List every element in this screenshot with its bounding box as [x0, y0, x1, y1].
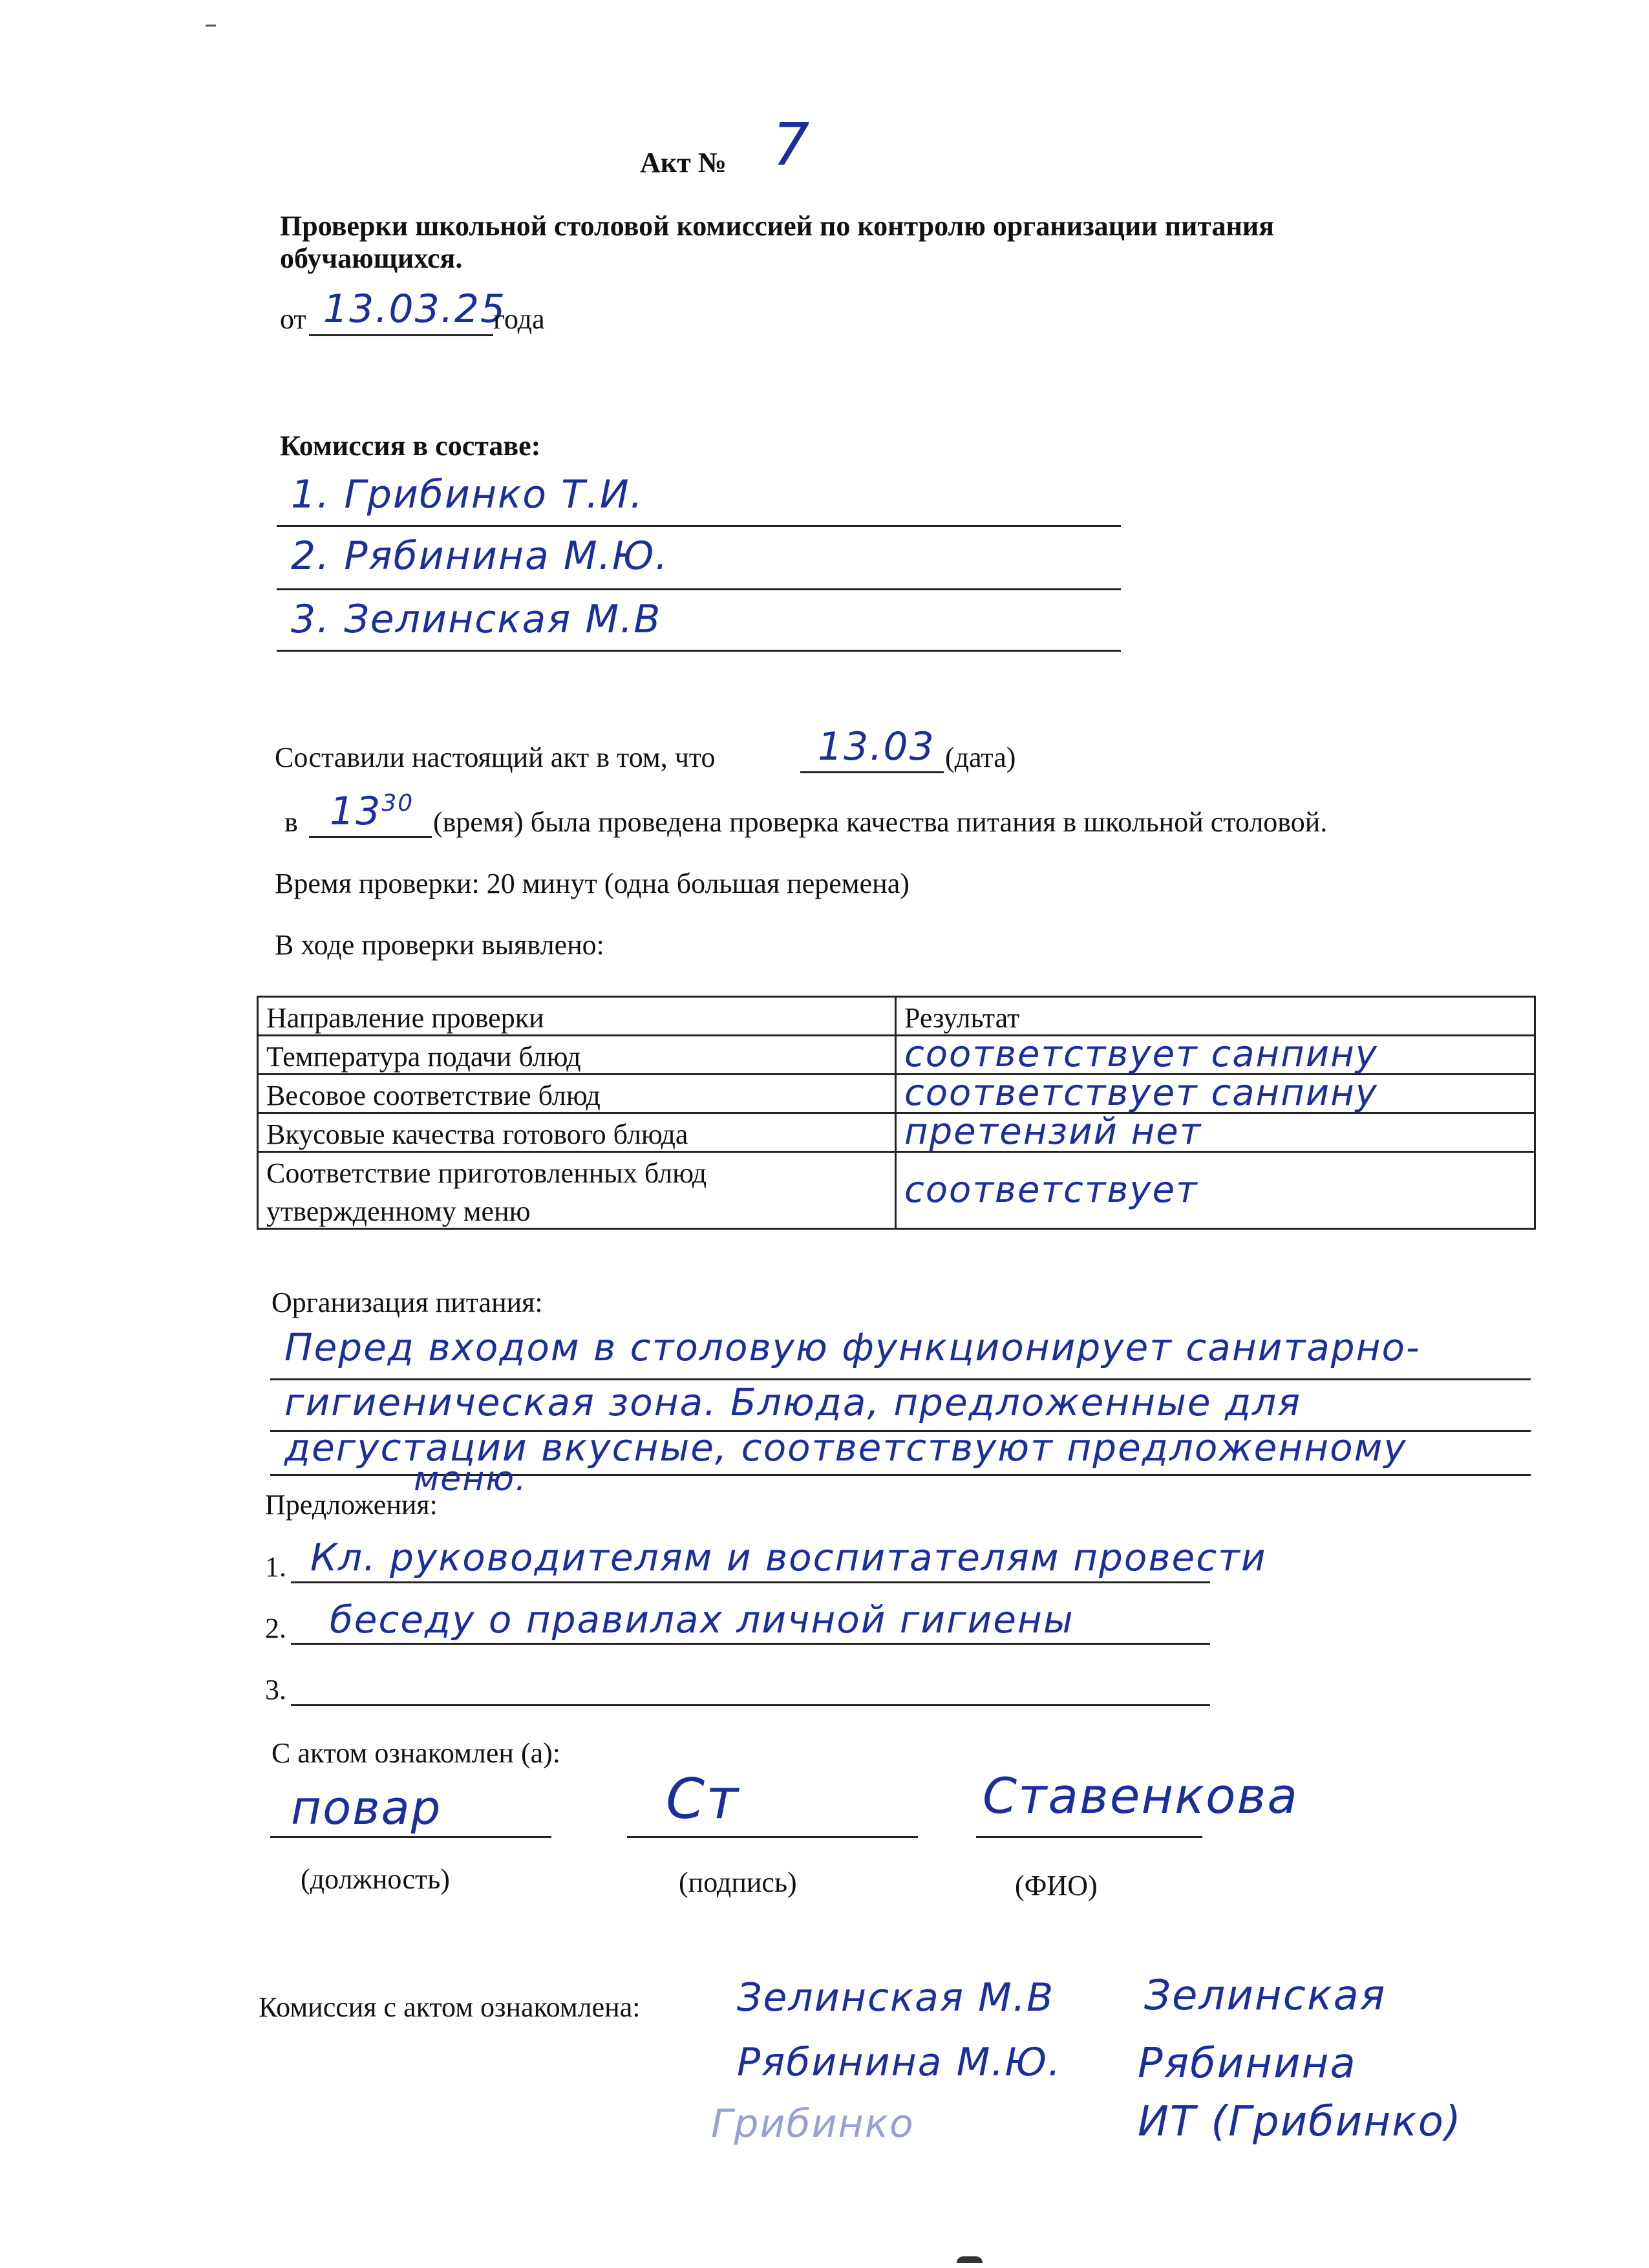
- organization-label: Организация питания:: [271, 1287, 543, 1318]
- statement-date-underline: [800, 771, 944, 773]
- table-result-text: соответствует санпину: [904, 1033, 1378, 1075]
- statement-time-hours: 13: [330, 789, 382, 834]
- statement-line1-prefix: Составили настоящий акт в том, что: [275, 742, 716, 773]
- commission-member-3: 3. Зелинская М.В: [291, 597, 662, 642]
- position-caption: (должность): [301, 1863, 450, 1895]
- table-cell-aspect-line1: Соответствие приготовленных блюд: [266, 1157, 707, 1189]
- inspection-duration: Время проверки: 20 минут (одна большая перемена): [275, 868, 910, 899]
- statement-time-underline: [309, 836, 432, 838]
- table-cell-aspect-line2: утвержденному меню: [266, 1195, 531, 1227]
- table-cell-result: [896, 1113, 1535, 1152]
- statement-date: 13.03: [818, 724, 935, 769]
- scan-edge-mark: [206, 25, 216, 27]
- date-value: 13.03.25: [323, 286, 507, 332]
- statement-line2-prefix: в: [284, 806, 298, 838]
- statement-time-minutes: 30: [381, 790, 414, 817]
- inspection-found-label: В ходе проверки выявлено:: [275, 929, 604, 961]
- proposal-number-1: 1.: [265, 1551, 286, 1583]
- table-cell-result: [896, 1072, 1535, 1114]
- title-line-1: Проверки школьной столовой комиссией по контролю организации питания: [280, 210, 1275, 242]
- organization-line-4: меню.: [414, 1460, 527, 1499]
- acquainted-label: С актом ознакомлен (а):: [271, 1737, 561, 1769]
- commission-label: Комиссия в составе:: [280, 430, 541, 462]
- organization-line-3: дегустации вкусные, соответствуют предложенному: [284, 1426, 1407, 1470]
- proposal-number-2: 2.: [265, 1612, 286, 1644]
- table-row: [258, 1036, 1535, 1075]
- commission-ack-signature-2: Рябинина: [1138, 2040, 1357, 2088]
- position-line: [270, 1836, 551, 1838]
- table-result-text: претензий нет: [904, 1111, 1202, 1153]
- act-label: Акт №: [640, 147, 727, 178]
- commission-line-1: [277, 525, 1121, 527]
- table-cell-result: [896, 1152, 1535, 1229]
- scan-page-mark: [957, 2256, 983, 2263]
- inspection-table: [257, 996, 1536, 1230]
- fio-value: Ставенкова: [983, 1767, 1299, 1824]
- table-cell-aspect: Весовое соответствие блюд: [258, 1075, 896, 1113]
- table-cell-result: [896, 1033, 1535, 1075]
- commission-ack-signature-3: ИТ (Грибинко): [1138, 2098, 1462, 2146]
- date-underline: [309, 334, 493, 336]
- commission-ack-signature-1: Зелинская: [1144, 1972, 1387, 2020]
- fio-caption: (ФИО): [1015, 1870, 1098, 1901]
- proposal-text-2: беседу о правилах личной гигиены: [330, 1598, 1074, 1642]
- table-header-result: Результат: [896, 997, 1535, 1036]
- fio-line: [976, 1836, 1202, 1838]
- commission-ack-name-1: Зелинская М.В: [737, 1975, 1055, 2020]
- table-cell-aspect: Вкусовые качества готового блюда: [258, 1113, 896, 1152]
- table-result-text: соответствует санпину: [904, 1072, 1378, 1114]
- signature-value: Ст: [666, 1767, 740, 1832]
- position-value: повар: [291, 1781, 442, 1835]
- table-header-row: [258, 997, 1535, 1036]
- table-result-text: соответствует: [904, 1168, 1198, 1211]
- proposal-line-1: [291, 1581, 1210, 1583]
- signature-line: [627, 1836, 918, 1838]
- organization-line-2: гигиеническая зона. Блюда, предложенные для: [284, 1380, 1302, 1424]
- statement-line2-suffix: (время) была проведена проверка качества питания в школьной столовой.: [433, 806, 1328, 838]
- table-row: [258, 1075, 1535, 1113]
- proposal-text-1: Кл. руководителям и воспитателям провести: [310, 1535, 1267, 1579]
- proposals-label: Предложения:: [265, 1489, 438, 1521]
- proposal-line-3: [291, 1704, 1210, 1706]
- organization-line-1: Перед входом в столовую функционирует санитарно-: [284, 1325, 1421, 1369]
- signature-caption: (подпись): [679, 1867, 797, 1898]
- table-row: [258, 1113, 1535, 1152]
- commission-member-1: 1. Грибинко Т.И.: [291, 472, 644, 517]
- table-row: [258, 1152, 1535, 1229]
- date-suffix: года: [493, 303, 545, 335]
- commission-ack-label: Комиссия с актом ознакомлена:: [259, 1991, 641, 2023]
- proposal-number-3: 3.: [265, 1674, 286, 1706]
- commission-line-2: [277, 588, 1121, 590]
- statement-time: [330, 789, 414, 834]
- act-number: 7: [772, 111, 811, 179]
- date-prefix: от: [280, 303, 306, 335]
- proposal-line-2: [291, 1643, 1210, 1645]
- commission-ack-name-2: Рябинина М.Ю.: [737, 2040, 1062, 2085]
- title-line-2: обучающихся.: [280, 242, 463, 274]
- commission-member-2: 2. Рябинина М.Ю.: [291, 533, 669, 579]
- table-cell-aspect: [258, 1152, 896, 1229]
- commission-ack-name-3: Грибинко: [711, 2101, 915, 2146]
- statement-line1-suffix: (дата): [945, 742, 1016, 773]
- table-cell-aspect: Температура подачи блюд: [258, 1036, 896, 1075]
- commission-line-3: [277, 650, 1121, 652]
- table-header-aspect: Направление проверки: [258, 997, 896, 1036]
